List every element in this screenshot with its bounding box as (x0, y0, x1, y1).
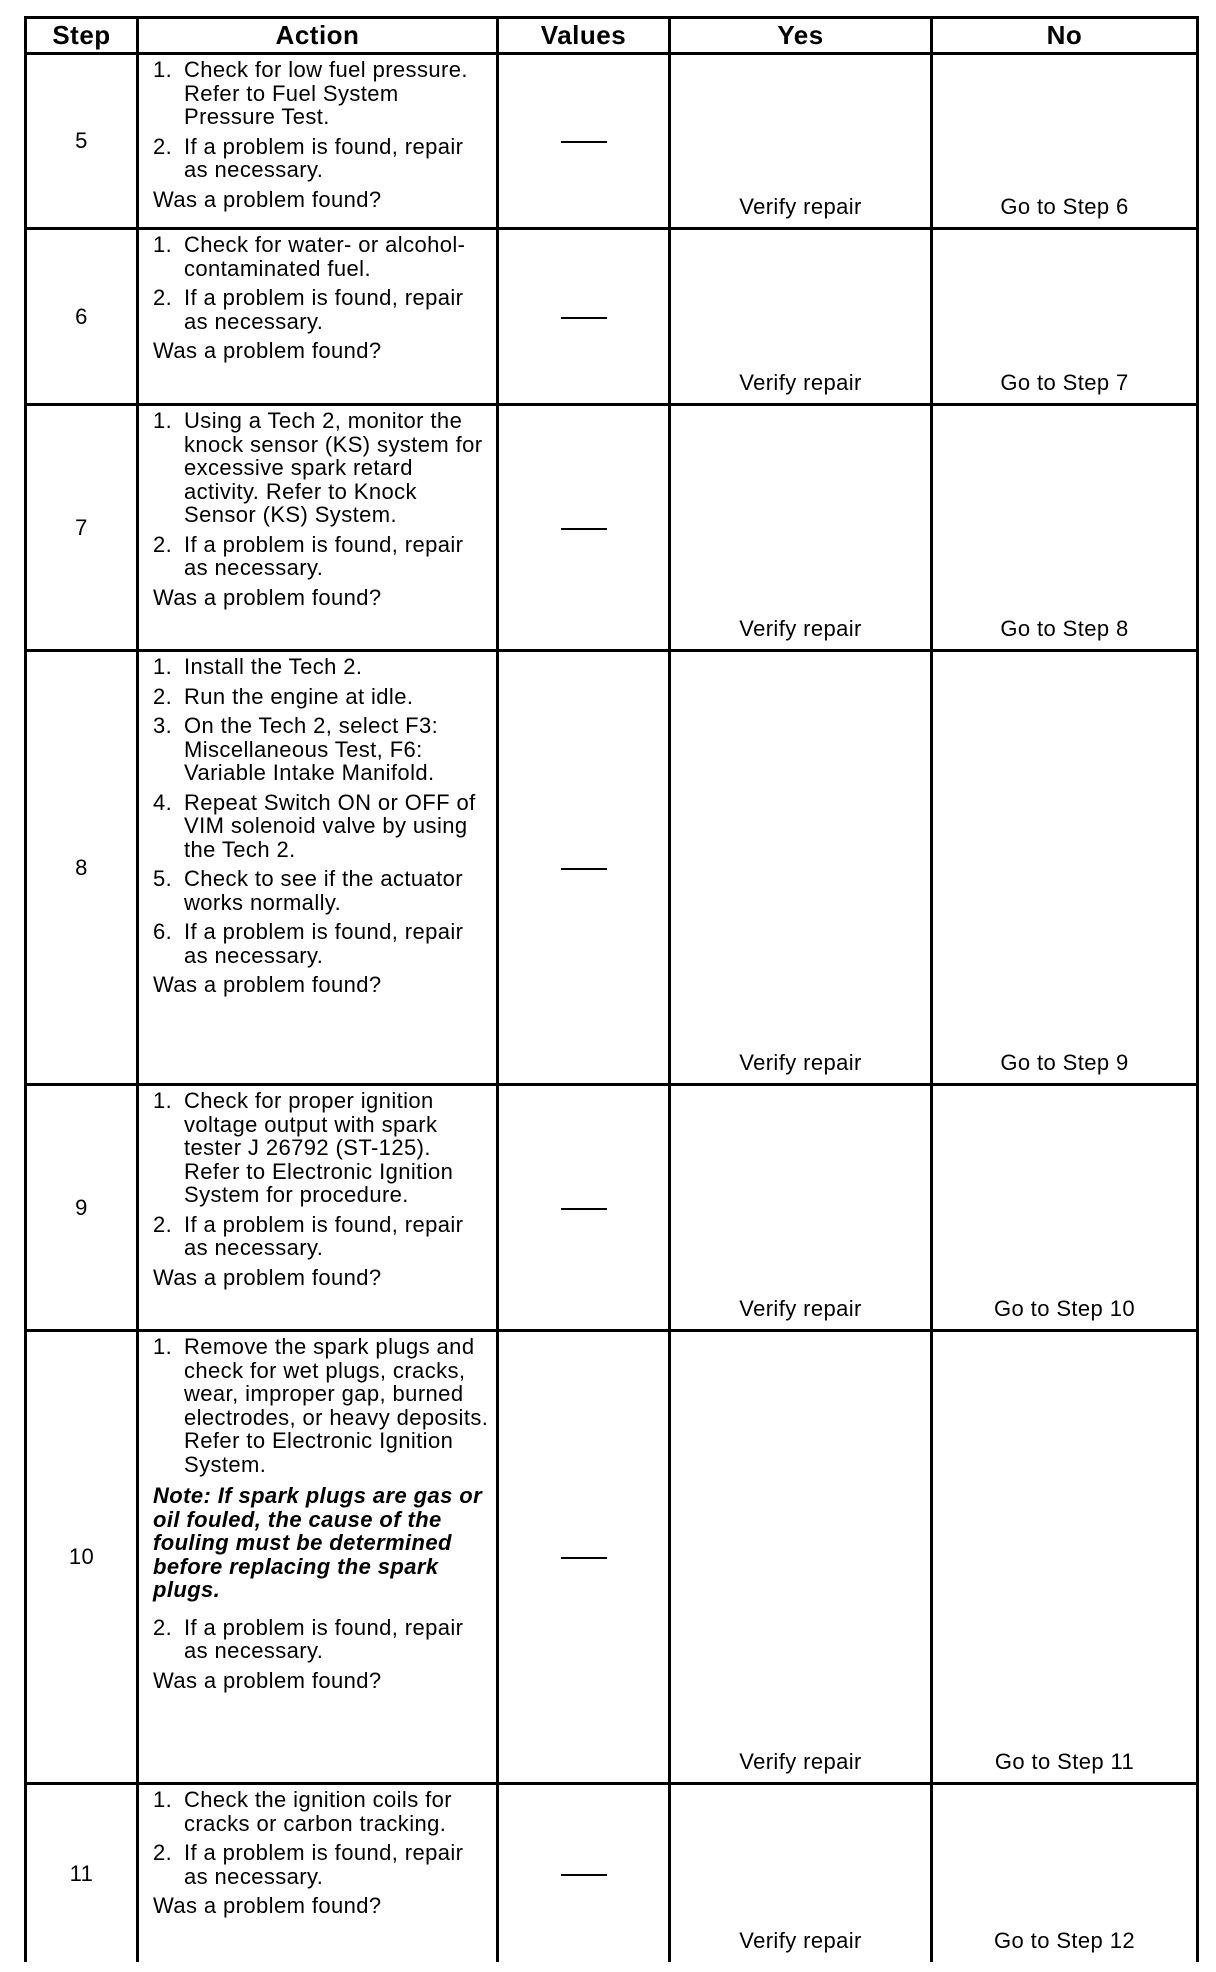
action-item-text: Remove the spark plugs and check for wet plugs, cracks, wear, improper gap, burned electrodes, or heavy deposits. Refer to Electronic Ignition System. (184, 1334, 489, 1477)
step-number: 6 (26, 229, 138, 405)
action-item-number: 2. (153, 683, 173, 709)
action-item (153, 1213, 490, 1260)
action-item-number: 1. (153, 1088, 173, 1113)
action-item-text: If a problem is found, repair as necessary. (184, 285, 464, 334)
action-cell (138, 1085, 498, 1331)
question-text: Was a problem found? (153, 1264, 382, 1290)
empty-value-dash (561, 141, 607, 143)
action-item-text: If a problem is found, repair as necessary. (184, 531, 464, 580)
note-text: Note: If spark plugs are gas or oil fouled, the cause of the fouling must be determined before replacing the spark plugs. (153, 1483, 483, 1602)
action-cell (138, 651, 498, 1085)
action-cell (138, 54, 498, 229)
step-number: 8 (26, 651, 138, 1085)
empty-value-dash (561, 1874, 607, 1876)
values-cell (498, 651, 670, 1085)
action-item-number: 2. (153, 133, 173, 159)
header-no: No (932, 18, 1198, 54)
values-cell (498, 405, 670, 651)
action-item-text: Check for water- or alcohol-contaminated fuel. (184, 232, 466, 281)
empty-value-dash (561, 317, 607, 319)
header-values: Values (498, 18, 670, 54)
action-item-number: 1. (153, 1334, 173, 1359)
question-text: Was a problem found? (153, 972, 382, 997)
diagnostic-table (24, 16, 1199, 1962)
no-result: Go to Step 12 (932, 1784, 1198, 1962)
empty-value-dash (561, 868, 607, 870)
action-item (153, 685, 490, 709)
table-row (26, 405, 1198, 651)
yes-result: Verify repair (670, 1085, 932, 1331)
step-number: 5 (26, 54, 138, 229)
step-number: 11 (26, 1784, 138, 1962)
action-item (153, 867, 490, 914)
action-item (153, 655, 490, 679)
action-item-text: Run the engine at idle. (184, 683, 414, 709)
action-cell (138, 1784, 498, 1962)
table-row (26, 1085, 1198, 1331)
yes-result: Verify repair (670, 1784, 932, 1962)
action-item-number: 1. (153, 57, 173, 82)
values-cell (498, 1784, 670, 1962)
action-item-text: Check for low fuel pressure. Refer to Fuel System Pressure Test. (184, 57, 468, 129)
action-item (153, 58, 490, 129)
action-item-text: Install the Tech 2. (184, 654, 363, 679)
no-result: Go to Step 6 (932, 54, 1198, 229)
action-item-text: If a problem is found, repair as necessary. (184, 133, 464, 182)
step-number: 9 (26, 1085, 138, 1331)
question-text: Was a problem found? (153, 1667, 382, 1693)
values-cell (498, 1085, 670, 1331)
action-item-text: If a problem is found, repair as necessary. (184, 1840, 464, 1889)
no-result: Go to Step 9 (932, 651, 1198, 1085)
action-item-number: 2. (153, 1614, 173, 1640)
yes-result: Verify repair (670, 1331, 932, 1784)
step-number: 7 (26, 405, 138, 651)
question-text: Was a problem found? (153, 338, 382, 363)
table-row (26, 1331, 1198, 1784)
empty-value-dash (561, 1208, 607, 1210)
table-row (26, 1784, 1198, 1962)
action-item (153, 1841, 490, 1888)
action-item-text: Check to see if the actuator works normally. (184, 866, 464, 915)
no-result: Go to Step 7 (932, 229, 1198, 405)
action-item-number: 2. (153, 285, 173, 310)
action-item-number: 1. (153, 654, 173, 679)
values-cell (498, 229, 670, 405)
action-item-number: 1. (153, 1787, 173, 1812)
action-item (153, 1089, 490, 1207)
action-item-number: 2. (153, 1211, 173, 1237)
action-item (153, 1335, 490, 1476)
action-item-number: 2. (153, 531, 173, 557)
action-item-text: Using a Tech 2, monitor the knock sensor (KS) system for excessive spark retard activity. Refer to Knock Sensor (KS) System. (184, 408, 483, 527)
empty-value-dash (561, 528, 607, 530)
action-item-text: Repeat Switch ON or OFF of VIM solenoid valve by using the Tech 2. (184, 789, 476, 862)
empty-value-dash (561, 1557, 607, 1559)
values-cell (498, 1331, 670, 1784)
action-item-text: If a problem is found, repair as necessary. (184, 1211, 464, 1260)
action-item-text: If a problem is found, repair as necessary. (184, 1614, 464, 1663)
table-row (26, 54, 1198, 229)
action-item (153, 920, 490, 967)
action-cell (138, 405, 498, 651)
values-cell (498, 54, 670, 229)
yes-result: Verify repair (670, 651, 932, 1085)
no-result: Go to Step 8 (932, 405, 1198, 651)
action-item-number: 6. (153, 919, 173, 944)
action-cell (138, 1331, 498, 1784)
action-item (153, 1788, 490, 1835)
action-item (153, 714, 490, 785)
action-item-number: 3. (153, 713, 173, 738)
action-item (153, 286, 490, 333)
question-text: Was a problem found? (153, 1893, 382, 1918)
yes-result: Verify repair (670, 54, 932, 229)
action-item (153, 791, 490, 862)
action-item-number: 5. (153, 866, 173, 891)
action-item-text: Check for proper ignition voltage output with spark tester J 26792 (ST-125). Refer to Electronic Ignition System for procedure. (184, 1088, 454, 1207)
action-item-number: 4. (153, 789, 173, 815)
action-item (153, 533, 490, 580)
action-item-text: On the Tech 2, select F3: Miscellaneous Test, F6: Variable Intake Manifold. (184, 713, 439, 785)
header-yes: Yes (670, 18, 932, 54)
action-item (153, 135, 490, 182)
header-row (26, 18, 1198, 54)
action-item-text: If a problem is found, repair as necessary. (184, 919, 464, 968)
action-item (153, 1616, 490, 1663)
action-cell (138, 229, 498, 405)
action-item-number: 1. (153, 232, 173, 257)
header-step: Step (26, 18, 138, 54)
table-row (26, 651, 1198, 1085)
header-action: Action (138, 18, 498, 54)
step-number: 10 (26, 1331, 138, 1784)
question-text: Was a problem found? (153, 186, 382, 212)
yes-result: Verify repair (670, 405, 932, 651)
question-text: Was a problem found? (153, 584, 382, 610)
no-result: Go to Step 10 (932, 1085, 1198, 1331)
action-item-number: 1. (153, 408, 173, 433)
no-result: Go to Step 11 (932, 1331, 1198, 1784)
action-item (153, 409, 490, 527)
action-item-text: Check the ignition coils for cracks or carbon tracking. (184, 1787, 452, 1836)
action-item-number: 2. (153, 1840, 173, 1865)
yes-result: Verify repair (670, 229, 932, 405)
action-item (153, 233, 490, 280)
table-row (26, 229, 1198, 405)
